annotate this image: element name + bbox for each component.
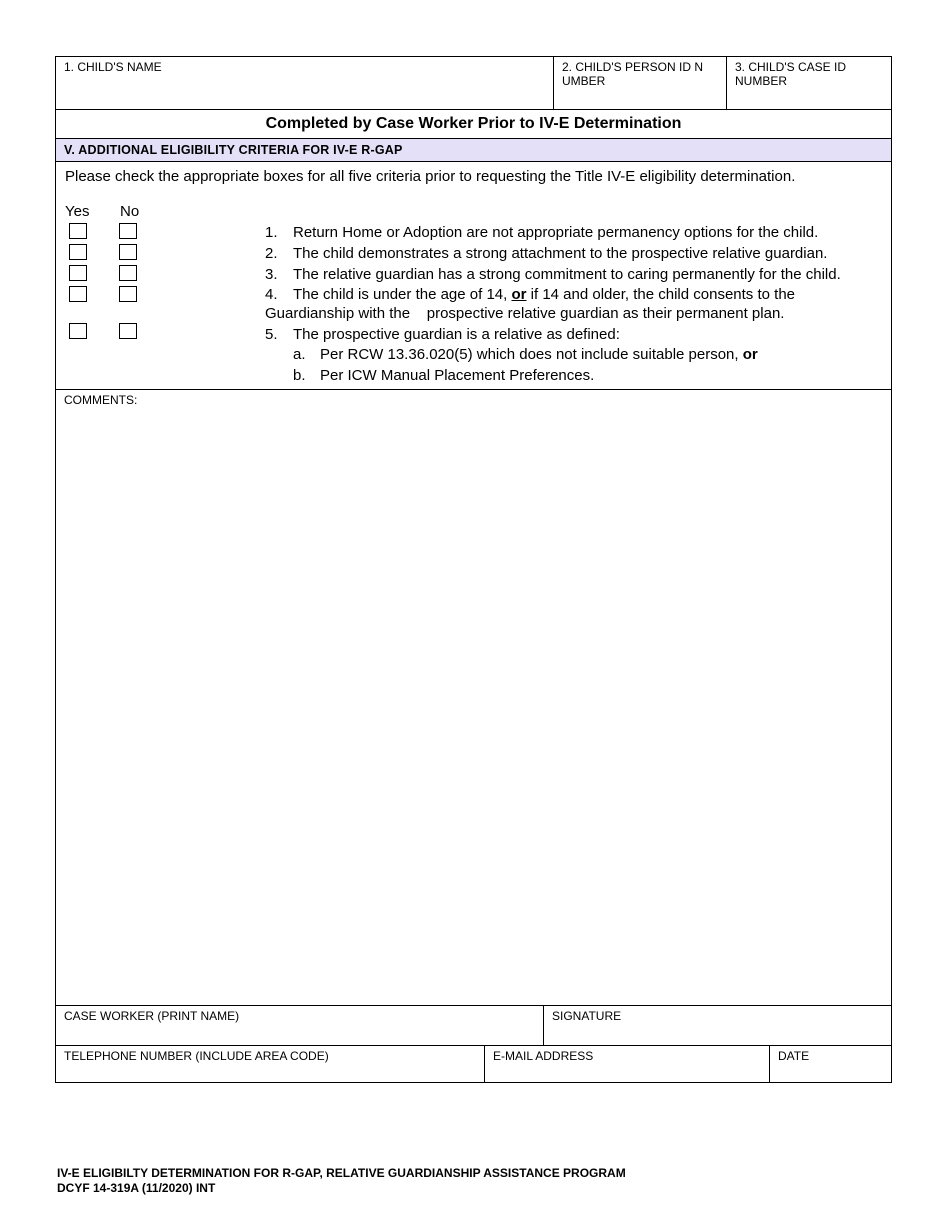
criterion-4 bbox=[265, 285, 795, 305]
date-label: DATE bbox=[778, 1049, 810, 1063]
criterion-3-text: The relative guardian has a strong commitment to caring permanently for the child. bbox=[293, 266, 841, 283]
sub-criterion-a-letter: a. bbox=[293, 346, 306, 363]
criterion-2-yes-checkbox[interactable] bbox=[69, 244, 87, 260]
criteria-section bbox=[56, 162, 891, 390]
footer-form-title: IV-E ELIGIBILTY DETERMINATION FOR R-GAP, RELATIVE GUARDIANSHIP ASSISTANCE PROGRAM bbox=[57, 1166, 626, 1180]
criterion-4-number: 4. bbox=[265, 286, 278, 303]
criterion-1-yes-checkbox[interactable] bbox=[69, 223, 87, 239]
criterion-1-no-checkbox[interactable] bbox=[119, 223, 137, 239]
eligibility-form bbox=[55, 56, 892, 1083]
criterion-3-yes-checkbox[interactable] bbox=[69, 265, 87, 281]
telephone-label: TELEPHONE NUMBER (INCLUDE AREA CODE) bbox=[64, 1049, 329, 1063]
form-title bbox=[56, 110, 891, 139]
criterion-4-no-checkbox[interactable] bbox=[119, 286, 137, 302]
person-id-field[interactable] bbox=[553, 57, 726, 109]
form-footer bbox=[57, 1166, 626, 1196]
caseworker-row bbox=[56, 1006, 891, 1046]
form-title-text: Completed by Case Worker Prior to IV-E Determination bbox=[265, 115, 682, 132]
criterion-4-text-start: The child is under the age of 14, bbox=[293, 286, 512, 303]
criterion-4-emphasis: or bbox=[511, 286, 527, 303]
criterion-4-text-end: if 14 and older, the child consents to the bbox=[526, 286, 795, 303]
sub-criterion-a bbox=[293, 345, 758, 365]
comments-field[interactable] bbox=[56, 390, 891, 1006]
no-column-header: No bbox=[120, 203, 140, 220]
child-info-row bbox=[56, 57, 891, 110]
sub-criterion-a-text: Per RCW 13.36.020(5) which does not include suitable person, bbox=[320, 346, 743, 363]
criterion-5-no-checkbox[interactable] bbox=[119, 323, 137, 339]
case-id-field[interactable] bbox=[726, 57, 891, 109]
yes-column-header: Yes bbox=[65, 203, 90, 220]
criterion-5 bbox=[265, 325, 620, 345]
criterion-4-line-2: Guardianship with the prospective relative guardian as their permanent plan. bbox=[265, 305, 785, 322]
criterion-2 bbox=[265, 244, 827, 264]
criterion-3-no-checkbox[interactable] bbox=[119, 265, 137, 281]
criterion-1-number: 1. bbox=[265, 224, 278, 241]
email-field[interactable] bbox=[484, 1046, 769, 1082]
childs-name-label: 1. CHILD'S NAME bbox=[64, 60, 162, 74]
criterion-1-text: Return Home or Adoption are not appropriate permanency options for the child. bbox=[293, 224, 819, 241]
criterion-2-text: The child demonstrates a strong attachment to the prospective relative guardian. bbox=[293, 245, 828, 262]
date-field[interactable] bbox=[769, 1046, 891, 1082]
telephone-field[interactable] bbox=[56, 1046, 484, 1082]
criterion-5-text: The prospective guardian is a relative as defined: bbox=[293, 326, 620, 343]
caseworker-name-field[interactable] bbox=[56, 1006, 543, 1045]
caseworker-name-label: CASE WORKER (PRINT NAME) bbox=[64, 1009, 240, 1023]
childs-name-field[interactable] bbox=[56, 57, 553, 109]
criterion-1 bbox=[265, 223, 818, 243]
person-id-label: 2. CHILD'S PERSON ID N UMBER bbox=[562, 60, 703, 88]
signature-field[interactable] bbox=[543, 1006, 891, 1045]
sub-criterion-a-emphasis: or bbox=[742, 346, 758, 363]
criterion-2-number: 2. bbox=[265, 245, 278, 262]
criterion-5-number: 5. bbox=[265, 326, 278, 343]
criterion-3-number: 3. bbox=[265, 266, 278, 283]
case-id-label: 3. CHILD'S CASE ID NUMBER bbox=[735, 60, 846, 88]
section-heading bbox=[56, 139, 891, 162]
criterion-4-yes-checkbox[interactable] bbox=[69, 286, 87, 302]
criterion-2-no-checkbox[interactable] bbox=[119, 244, 137, 260]
comments-label: COMMENTS: bbox=[64, 393, 138, 407]
instructions-text: Please check the appropriate boxes for all five criteria prior to requesting the Title IV-E eligibility determination. bbox=[65, 168, 796, 185]
email-label: E-MAIL ADDRESS bbox=[493, 1049, 594, 1063]
contact-row bbox=[56, 1046, 891, 1082]
sub-criterion-b-text: Per ICW Manual Placement Preferences. bbox=[320, 367, 595, 384]
section-heading-text: V. ADDITIONAL ELIGIBILITY CRITERIA FOR IV-E R-GAP bbox=[64, 143, 403, 157]
sub-criterion-b-letter: b. bbox=[293, 367, 306, 384]
criterion-5-yes-checkbox[interactable] bbox=[69, 323, 87, 339]
sub-criterion-b bbox=[293, 366, 594, 386]
footer-form-number: DCYF 14-319A (11/2020) INT bbox=[57, 1181, 216, 1195]
signature-label: SIGNATURE bbox=[552, 1009, 622, 1023]
criterion-3 bbox=[265, 265, 841, 285]
